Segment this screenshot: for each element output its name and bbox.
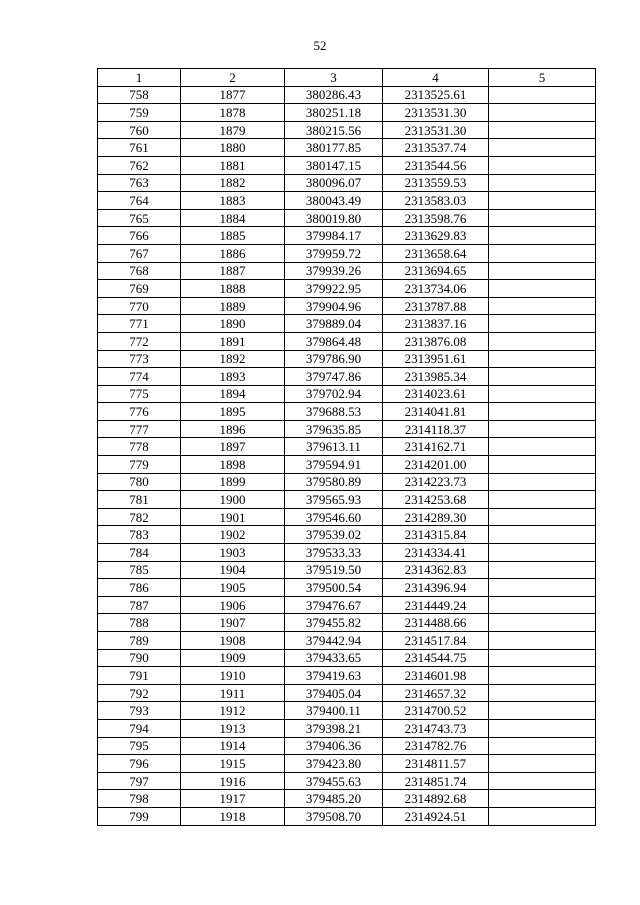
table-cell-col-2: 1890	[181, 315, 285, 333]
table-row	[98, 491, 596, 509]
table-cell-col-3: 380096.07	[285, 174, 383, 192]
table-cell-col-3: 379904.96	[285, 297, 383, 315]
table-cell-col-1: 767	[98, 244, 181, 262]
table-cell-col-2: 1877	[181, 86, 285, 104]
table-row	[98, 579, 596, 597]
table-cell-col-3: 380177.85	[285, 139, 383, 157]
table-cell-col-4: 2314334.41	[383, 544, 489, 562]
table-cell-col-1: 799	[98, 807, 181, 825]
table-cell-col-5	[489, 368, 596, 386]
table-cell-col-1: 786	[98, 579, 181, 597]
table-cell-col-4: 2313583.03	[383, 192, 489, 210]
table-cell-col-2: 1894	[181, 385, 285, 403]
table-cell-col-1: 762	[98, 156, 181, 174]
table-cell-col-2: 1907	[181, 614, 285, 632]
table-cell-col-2: 1904	[181, 561, 285, 579]
table-cell-col-4: 2313629.83	[383, 227, 489, 245]
table-cell-col-5	[489, 121, 596, 139]
table-cell-col-4: 2313876.08	[383, 332, 489, 350]
table-row	[98, 473, 596, 491]
table-cell-col-2: 1893	[181, 368, 285, 386]
table-cell-col-4: 2314289.30	[383, 508, 489, 526]
table-cell-col-5	[489, 473, 596, 491]
table-cell-col-3: 379702.94	[285, 385, 383, 403]
table-cell-col-3: 379533.33	[285, 544, 383, 562]
table-cell-col-4: 2314362.83	[383, 561, 489, 579]
table-row	[98, 332, 596, 350]
table-cell-col-3: 379580.89	[285, 473, 383, 491]
table-row	[98, 632, 596, 650]
table-cell-col-4: 2313951.61	[383, 350, 489, 368]
table-row	[98, 297, 596, 315]
table-cell-col-1: 759	[98, 104, 181, 122]
table-cell-col-3: 379613.11	[285, 438, 383, 456]
table-cell-col-4: 2313734.06	[383, 280, 489, 298]
table-cell-col-3: 379539.02	[285, 526, 383, 544]
table-cell-col-3: 379423.80	[285, 755, 383, 773]
column-header-1: 1	[98, 69, 181, 87]
table-cell-col-2: 1886	[181, 244, 285, 262]
table-header	[98, 69, 596, 87]
table-cell-col-2: 1911	[181, 684, 285, 702]
column-header-5: 5	[489, 69, 596, 87]
table-cell-col-1: 788	[98, 614, 181, 632]
table-cell-col-4: 2314924.51	[383, 807, 489, 825]
table-cell-col-2: 1878	[181, 104, 285, 122]
table-cell-col-1: 798	[98, 790, 181, 808]
table-cell-col-4: 2314396.94	[383, 579, 489, 597]
table-cell-col-5	[489, 719, 596, 737]
table-cell-col-3: 380019.80	[285, 209, 383, 227]
table-cell-col-1: 772	[98, 332, 181, 350]
table-row	[98, 121, 596, 139]
table-cell-col-1: 758	[98, 86, 181, 104]
table-row	[98, 104, 596, 122]
table-cell-col-1: 784	[98, 544, 181, 562]
table-cell-col-2: 1912	[181, 702, 285, 720]
table-row	[98, 755, 596, 773]
table-cell-col-3: 380043.49	[285, 192, 383, 210]
table-cell-col-4: 2314851.74	[383, 772, 489, 790]
table-cell-col-5	[489, 244, 596, 262]
table-cell-col-1: 774	[98, 368, 181, 386]
table-cell-col-3: 379455.63	[285, 772, 383, 790]
table-cell-col-3: 379400.11	[285, 702, 383, 720]
table-cell-col-4: 2313559.53	[383, 174, 489, 192]
table-row	[98, 280, 596, 298]
table-cell-col-2: 1916	[181, 772, 285, 790]
table-cell-col-4: 2314700.52	[383, 702, 489, 720]
table-cell-col-3: 379786.90	[285, 350, 383, 368]
table-cell-col-1: 776	[98, 403, 181, 421]
column-header-2: 2	[181, 69, 285, 87]
table-cell-col-2: 1900	[181, 491, 285, 509]
table-cell-col-5	[489, 544, 596, 562]
table-body	[98, 86, 596, 825]
table-cell-col-5	[489, 350, 596, 368]
table-cell-col-2: 1898	[181, 456, 285, 474]
table-cell-col-1: 787	[98, 596, 181, 614]
table-cell-col-2: 1917	[181, 790, 285, 808]
table-cell-col-1: 771	[98, 315, 181, 333]
column-header-4: 4	[383, 69, 489, 87]
table-cell-col-4: 2314743.73	[383, 719, 489, 737]
table-cell-col-4: 2313531.30	[383, 104, 489, 122]
table-cell-col-4: 2314811.57	[383, 755, 489, 773]
table-cell-col-4: 2314118.37	[383, 420, 489, 438]
table-cell-col-4: 2314253.68	[383, 491, 489, 509]
table-cell-col-4: 2313985.34	[383, 368, 489, 386]
table-cell-col-1: 778	[98, 438, 181, 456]
table-cell-col-4: 2314315.84	[383, 526, 489, 544]
table-cell-col-3: 379405.04	[285, 684, 383, 702]
table-cell-col-1: 769	[98, 280, 181, 298]
table-cell-col-2: 1881	[181, 156, 285, 174]
table-cell-col-1: 792	[98, 684, 181, 702]
page-number: 52	[313, 38, 327, 53]
table-row	[98, 544, 596, 562]
table-cell-col-4: 2313658.64	[383, 244, 489, 262]
table-row	[98, 385, 596, 403]
table-cell-col-3: 379406.36	[285, 737, 383, 755]
table-cell-col-5	[489, 332, 596, 350]
table-cell-col-3: 379959.72	[285, 244, 383, 262]
table-row	[98, 350, 596, 368]
table-row	[98, 262, 596, 280]
table-row	[98, 684, 596, 702]
table-cell-col-1: 781	[98, 491, 181, 509]
table-cell-col-5	[489, 86, 596, 104]
table-cell-col-1: 765	[98, 209, 181, 227]
table-cell-col-3: 379747.86	[285, 368, 383, 386]
table-cell-col-4: 2314544.75	[383, 649, 489, 667]
table-cell-col-5	[489, 280, 596, 298]
table-cell-col-4: 2313544.56	[383, 156, 489, 174]
table-cell-col-3: 379398.21	[285, 719, 383, 737]
table-row	[98, 192, 596, 210]
table-row	[98, 403, 596, 421]
table-cell-col-2: 1901	[181, 508, 285, 526]
table-row	[98, 614, 596, 632]
table-cell-col-1: 790	[98, 649, 181, 667]
table-cell-col-1: 782	[98, 508, 181, 526]
table-cell-col-3: 379594.91	[285, 456, 383, 474]
table-cell-col-5	[489, 807, 596, 825]
table-cell-col-4: 2313694.65	[383, 262, 489, 280]
table-cell-col-1: 770	[98, 297, 181, 315]
table-cell-col-3: 379508.70	[285, 807, 383, 825]
table-cell-col-3: 380147.15	[285, 156, 383, 174]
table-row	[98, 719, 596, 737]
table-cell-col-3: 379688.53	[285, 403, 383, 421]
table-row	[98, 702, 596, 720]
table-cell-col-1: 761	[98, 139, 181, 157]
table-cell-col-5	[489, 139, 596, 157]
table-cell-col-2: 1897	[181, 438, 285, 456]
table-cell-col-1: 775	[98, 385, 181, 403]
table-cell-col-1: 760	[98, 121, 181, 139]
table-cell-col-3: 379419.63	[285, 667, 383, 685]
table-cell-col-4: 2314201.00	[383, 456, 489, 474]
table-cell-col-2: 1908	[181, 632, 285, 650]
table-cell-col-5	[489, 737, 596, 755]
table-cell-col-1: 783	[98, 526, 181, 544]
table-cell-col-1: 763	[98, 174, 181, 192]
table-cell-col-2: 1913	[181, 719, 285, 737]
table-row	[98, 790, 596, 808]
table-cell-col-2: 1884	[181, 209, 285, 227]
table-cell-col-3: 379442.94	[285, 632, 383, 650]
table-cell-col-2: 1882	[181, 174, 285, 192]
table-cell-col-4: 2313531.30	[383, 121, 489, 139]
table-cell-col-2: 1902	[181, 526, 285, 544]
table-cell-col-1: 794	[98, 719, 181, 737]
table-cell-col-5	[489, 438, 596, 456]
table-cell-col-3: 379546.60	[285, 508, 383, 526]
table-cell-col-5	[489, 596, 596, 614]
table-cell-col-5	[489, 315, 596, 333]
table-cell-col-1: 777	[98, 420, 181, 438]
table-cell-col-2: 1885	[181, 227, 285, 245]
table-cell-col-1: 766	[98, 227, 181, 245]
table-cell-col-5	[489, 755, 596, 773]
table-cell-col-1: 785	[98, 561, 181, 579]
table-cell-col-1: 791	[98, 667, 181, 685]
table-cell-col-2: 1879	[181, 121, 285, 139]
table-cell-col-3: 379485.20	[285, 790, 383, 808]
table-cell-col-5	[489, 403, 596, 421]
table-cell-col-3: 380251.18	[285, 104, 383, 122]
table-cell-col-1: 789	[98, 632, 181, 650]
table-cell-col-5	[489, 385, 596, 403]
column-header-3: 3	[285, 69, 383, 87]
table-cell-col-4: 2314488.66	[383, 614, 489, 632]
table-cell-col-4: 2313787.88	[383, 297, 489, 315]
table-cell-col-4: 2314041.81	[383, 403, 489, 421]
table-cell-col-2: 1895	[181, 403, 285, 421]
table-cell-col-5	[489, 667, 596, 685]
table-cell-col-5	[489, 227, 596, 245]
table-cell-col-4: 2313525.61	[383, 86, 489, 104]
table-row	[98, 456, 596, 474]
table-cell-col-5	[489, 508, 596, 526]
table-cell-col-5	[489, 772, 596, 790]
table-cell-col-3: 379635.85	[285, 420, 383, 438]
table-row	[98, 508, 596, 526]
table-cell-col-2: 1883	[181, 192, 285, 210]
table-row	[98, 156, 596, 174]
table-cell-col-4: 2314223.73	[383, 473, 489, 491]
table-cell-col-1: 764	[98, 192, 181, 210]
table-cell-col-1: 795	[98, 737, 181, 755]
table-cell-col-4: 2313598.76	[383, 209, 489, 227]
table-row	[98, 596, 596, 614]
table-cell-col-3: 379455.82	[285, 614, 383, 632]
table-cell-col-5	[489, 614, 596, 632]
table-cell-col-2: 1915	[181, 755, 285, 773]
table-cell-col-5	[489, 297, 596, 315]
table-cell-col-2: 1899	[181, 473, 285, 491]
table-row	[98, 737, 596, 755]
table-cell-col-5	[489, 790, 596, 808]
table-cell-col-3: 380286.43	[285, 86, 383, 104]
table-row	[98, 209, 596, 227]
table-cell-col-3: 379864.48	[285, 332, 383, 350]
table-cell-col-4: 2314449.24	[383, 596, 489, 614]
table-row	[98, 772, 596, 790]
table-cell-col-2: 1909	[181, 649, 285, 667]
table-cell-col-3: 379476.67	[285, 596, 383, 614]
table-cell-col-4: 2313837.16	[383, 315, 489, 333]
table-cell-col-2: 1906	[181, 596, 285, 614]
table-row	[98, 807, 596, 825]
table-cell-col-5	[489, 579, 596, 597]
table-cell-col-1: 780	[98, 473, 181, 491]
header-row	[98, 69, 596, 87]
table-cell-col-5	[489, 192, 596, 210]
table-row	[98, 420, 596, 438]
table-cell-col-3: 379939.26	[285, 262, 383, 280]
table-cell-col-2: 1914	[181, 737, 285, 755]
table-cell-col-3: 380215.56	[285, 121, 383, 139]
table-row	[98, 526, 596, 544]
table-cell-col-3: 379922.95	[285, 280, 383, 298]
table-row	[98, 86, 596, 104]
table-row	[98, 561, 596, 579]
table-row	[98, 227, 596, 245]
table-cell-col-2: 1888	[181, 280, 285, 298]
table-cell-col-5	[489, 456, 596, 474]
table-cell-col-3: 379984.17	[285, 227, 383, 245]
table-row	[98, 174, 596, 192]
table-cell-col-5	[489, 491, 596, 509]
table-cell-col-3: 379889.04	[285, 315, 383, 333]
table-cell-col-5	[489, 420, 596, 438]
table-cell-col-1: 793	[98, 702, 181, 720]
table-cell-col-2: 1887	[181, 262, 285, 280]
table-row	[98, 244, 596, 262]
table-cell-col-5	[489, 632, 596, 650]
table-row	[98, 667, 596, 685]
table-cell-col-2: 1905	[181, 579, 285, 597]
coordinates-table	[97, 68, 596, 826]
table-cell-col-4: 2314782.76	[383, 737, 489, 755]
table-cell-col-5	[489, 262, 596, 280]
table-row	[98, 139, 596, 157]
table-cell-col-5	[489, 561, 596, 579]
table-cell-col-5	[489, 174, 596, 192]
table-cell-col-4: 2314601.98	[383, 667, 489, 685]
table-cell-col-3: 379565.93	[285, 491, 383, 509]
table-cell-col-5	[489, 684, 596, 702]
table-cell-col-2: 1891	[181, 332, 285, 350]
table-cell-col-1: 768	[98, 262, 181, 280]
table-cell-col-4: 2314023.61	[383, 385, 489, 403]
table-cell-col-2: 1880	[181, 139, 285, 157]
table-cell-col-5	[489, 702, 596, 720]
table-cell-col-4: 2314517.84	[383, 632, 489, 650]
table-cell-col-2: 1918	[181, 807, 285, 825]
table-cell-col-1: 779	[98, 456, 181, 474]
table-cell-col-5	[489, 104, 596, 122]
table-cell-col-5	[489, 156, 596, 174]
table-cell-col-4: 2314892.68	[383, 790, 489, 808]
table-row	[98, 649, 596, 667]
table-cell-col-1: 796	[98, 755, 181, 773]
table-cell-col-2: 1896	[181, 420, 285, 438]
table-cell-col-3: 379519.50	[285, 561, 383, 579]
table-cell-col-4: 2314657.32	[383, 684, 489, 702]
table-cell-col-1: 797	[98, 772, 181, 790]
table-cell-col-5	[489, 649, 596, 667]
table-cell-col-3: 379433.65	[285, 649, 383, 667]
table-cell-col-2: 1889	[181, 297, 285, 315]
table-cell-col-1: 773	[98, 350, 181, 368]
table-cell-col-4: 2313537.74	[383, 139, 489, 157]
table-cell-col-4: 2314162.71	[383, 438, 489, 456]
table-cell-col-2: 1903	[181, 544, 285, 562]
table-cell-col-3: 379500.54	[285, 579, 383, 597]
table-row	[98, 438, 596, 456]
table-cell-col-5	[489, 209, 596, 227]
table-row	[98, 368, 596, 386]
table-cell-col-5	[489, 526, 596, 544]
table-row	[98, 315, 596, 333]
table-cell-col-2: 1910	[181, 667, 285, 685]
table-cell-col-2: 1892	[181, 350, 285, 368]
